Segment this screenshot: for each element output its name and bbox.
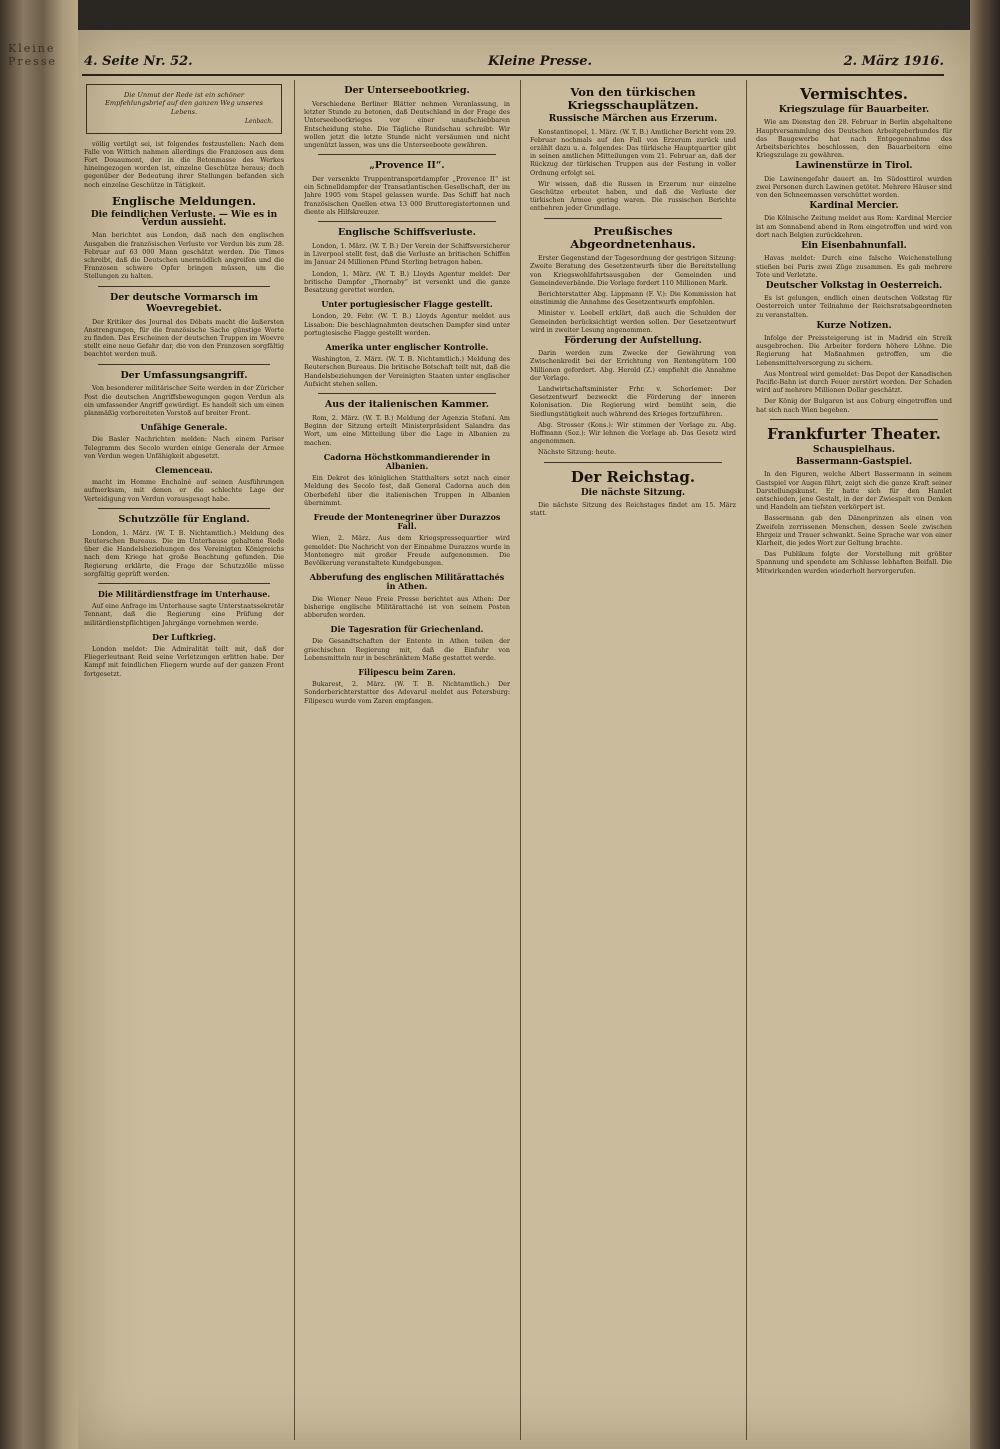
article-text: Rom, 2. März. (W. T. B.) Meldung der Agenzia Stefani. Am Beginn der Sitzung erteilt Ministerpräsident Salandra das Wort, um eine Mitteilung über die Lage in Albanien zu machen. xyxy=(304,413,510,447)
article-text: London, 1. März. (W. T. B.) Der Verein der Schiffsversicherer in Liverpool stellt fest, daß die Verluste an britischen Schiffen im Januar 24 Millionen Pfund Sterling betragen haben. xyxy=(304,242,510,267)
headline-generale: Unfähige Generale. xyxy=(140,422,228,433)
article-text: Infolge der Preissteigerung ist in Madrid ein Streik ausgebrochen. Die Arbeiter fordern höhere Löhne. Die Regierung hat Maßnahmen getroffen, um die Lebensmittelversorgung zu sichern. xyxy=(756,333,952,367)
headline-italienische-kammer: Aus der italienischen Kammer. xyxy=(324,399,490,411)
section-rule xyxy=(318,221,496,222)
quote-text: Die Unmut der Rede ist ein schöner Empfehlungsbrief auf den ganzen Weg unseres Lebens. xyxy=(105,91,263,116)
subheadline: Deutscher Volkstag in Oesterreich. xyxy=(765,280,943,291)
section-rule xyxy=(98,364,270,365)
headline-tagesration: Die Tagesration für Griechenland. xyxy=(330,624,484,635)
headline-luftkrieg: Der Luftkrieg. xyxy=(152,631,216,642)
headline-vermischtes: Vermischtes. xyxy=(800,85,908,103)
article-text: Ein Dekret des königlichen Statthalters setzt nach einer Meldung des Secolo fest, daß General Cadorna auch den Oberbefehl über die italienischen Truppen in Albanien übernimmt. xyxy=(304,474,510,507)
article-text: Erster Gegenstand der Tagesordnung der gestrigen Sitzung: Zweite Beratung des Gesetzentwurfs über die Bereitstellung von Kriegswohlfahrtsausgaben der Gemeinden und Gemeindeverbände. Die Vorlage fordert 110 Millionen Mark. xyxy=(530,254,736,287)
article-text: London, 1. März. (W. T. B. Nichtamtlich.) Meldung des Reuterschen Bureaus. Die im Unterhause gehaltene Rede über die Handelsbeziehungen des Vereinigten Königreichs nach dem Kriege hat große Beachtung gefunden. Die Regierung erklärte, die Frage der Schutzzölle müsse sorgfältig geprüft werden. xyxy=(84,528,284,578)
section-rule xyxy=(544,218,722,219)
header-rule xyxy=(82,74,944,76)
article-text: Minister v. Loebell erklärt, daß auch die Schulden der Gemeinden berücksichtigt werden sollen. Der Gesetzentwurf wird in zweiter Lesung angenommen. xyxy=(530,309,736,334)
quote-author: Lenbach. xyxy=(245,118,273,126)
headline-cadorna: Cadorna Höchstkommandierender in Albanien. xyxy=(323,451,491,471)
headline-militaerdienst: Die Militärdienstfrage im Unterhause. xyxy=(97,589,271,600)
subheadline: Die nächste Sitzung. xyxy=(580,487,686,498)
headline-umfassungsangriff: Der Umfassungsangriff. xyxy=(120,369,248,381)
headline-abgeordnetenhaus: Preußisches Abgeordnetenhaus. xyxy=(570,223,696,251)
article-text: Darin werden zum Zwecke der Gewährung von Zwischenkredit bei der Errichtung von Rentengütern 100 Millionen gefordert. Abg. Herold (Z.) empfiehlt die Annahme der Vorlage. xyxy=(530,349,736,382)
binding-label: Kleine Presse xyxy=(8,42,57,68)
headline-montenegro: Freude der Montenegriner über Durazzos Fall. xyxy=(313,511,501,532)
section-rule xyxy=(318,154,496,155)
subheadline: Kardinal Mercier. xyxy=(809,201,899,212)
section-rule xyxy=(770,419,938,420)
headline-vormarsch: Der deutsche Vormarsch im Woevregebiet. xyxy=(109,291,259,314)
article-text: völlig vertilgt sei, ist folgendes festzustellen: Nach dem Falle von Wittich nahmen allerdings die Franzosen aus dem Fort Douaumont, der in die Betonmasse des Werkes hineingezogen worden ist, einzelne Geschütze heraus; doch gegenüber der Bedeutung ihrer Stellungen befanden sich noch einzelne Geschütze in Tätigkeit. xyxy=(84,139,284,189)
page-number: 4. Seite Nr. 52. xyxy=(84,54,193,69)
headline-unterseebootkrieg: Der Unterseebootkrieg. xyxy=(344,85,470,96)
article-text: Die Kölnische Zeitung meldet aus Rom: Kardinal Mercier ist am Sonnabend abend in Rom eingetroffen und wird von dort nach Belgien zurückkehren. xyxy=(756,214,952,239)
subheadline: Kriegszulage für Bauarbeiter. xyxy=(778,105,930,116)
headline-reichstag: Der Reichstag. xyxy=(570,467,696,486)
article-text: Auf eine Anfrage im Unterhause sagte Unterstaatssekretär Tennant, daß die Regierung eine Prüfung der militärdienstpflichtigen Jahrgänge vornehmen werde. xyxy=(84,602,284,627)
article-text: Es ist gelungen, endlich einen deutschen Volkstag für Oesterreich unter Teilnahme der Reichsratsabgeordneten zu veranstalten. xyxy=(756,294,952,319)
article-text: Landwirtschaftsminister Frhr. v. Schorlemer: Der Gesetzentwurf bezweckt die Förderung der inneren Kolonisation. Die Regierung wird bemüht sein, die Siedlungstätigkeit auch während des Krieges fortzuführen. xyxy=(530,384,736,418)
article-text: Bukarest, 2. März. (W. T. B. Nichtamtlich.) Der Sonderberichterstatter des Adevarul meldet aus Petersburg: Filipescu wurde vom Zaren empfangen. xyxy=(304,680,510,705)
article-text: Verschiedene Berliner Blätter nehmen Veranlassung, in letzter Stunde zu betonen, daß Deutschland in der Frage des Unterseebootkrieges vor einer unaufschiebbaren Entscheidung stehe. Die Tägliche Rundschau schreibt: Wir wollen jetzt die letzte Stunde nicht versäumen und nicht ungenützt lassen, was uns die Unterseeboote gewähren. xyxy=(304,99,510,149)
article-text: Bassermann gab den Dänenprinzen als einen von Zweifeln zerrissenen Menschen, dessen Seele zwischen Ehrgeiz und Trauer schwankt. Seine Sprache war von einer Klarheit, die jedes Wort zur Geltung brachte. xyxy=(756,514,952,548)
article-text: Die Wiener Neue Freie Presse berichtet aus Athen: Der bisherige englische Militärattaché ist von seinem Posten abberufen worden. xyxy=(304,594,510,619)
article-text: London, 1. März. (W. T. B.) Lloyds Agentur meldet: Der britische Dampfer „Thornaby“ ist versenkt und die ganze Besatzung gerettet worden. xyxy=(304,269,510,295)
issue-date: 2. März 1916. xyxy=(843,54,944,69)
headline-provence: „Provence II“. xyxy=(369,160,445,172)
article-text: Man berichtet aus London, daß nach den englischen Ausgaben die französischen Verluste vor Verdun bis zum 28. Februar auf 63 000 Mann geschätzt werden. Die Times schreibt, daß die Deutschen unermüdlich angreifen und die Franzosen schwere Opfer bringen müssen, um die Stellungen zu halten. xyxy=(84,231,284,281)
column-divider xyxy=(520,80,521,1440)
article-text: Wie am Dienstag den 28. Februar in Berlin abgehaltene Hauptversammlung des Deutschen Arbeitgeberbundes für das Baugewerbe hat nach Entgegennahme des Arbeitsberichtes beschlossen, den Bauarbeitern eine Kriegszulage zu gewähren. xyxy=(756,118,952,160)
column-divider xyxy=(294,80,295,1440)
page-edge xyxy=(970,0,1000,1449)
column-2 xyxy=(304,80,510,1440)
subheadline: Bassermann-Gastspiel. xyxy=(795,457,912,468)
article-text: Konstantinopel, 1. März. (W. T. B.) Amtlicher Bericht vom 29. Februar nochmals auf den Fall von Erzerum zurück und erzählt dazu u. a. folgendes: Das türkische Hauptquartier gibt in seinen amtlichen Mitteilungen vom 21. Februar an, daß der Rückzug der türkischen Truppen aus der Festung in voller Ordnung erfolgt sei. xyxy=(530,127,736,177)
headline-clemenceau: Clemenceau. xyxy=(155,465,213,476)
article-text: Die Lawinengefahr dauert an. Im Südosttirol wurden zwei Personen durch Lawinen getötet. Mehrere Häuser sind von den Schneemassen verschüttet worden. xyxy=(756,174,952,200)
headline-militaerattaches: Abberufung des englischen Militärattachés in Athen. xyxy=(309,572,505,592)
article-text: London, 29. Febr. (W. T. B.) Lloyds Agentur meldet aus Lissabon: Die beschlagnahmten deutschen Dampfer sind unter portugiesische Flagge gestellt worden. xyxy=(304,312,510,337)
article-text: Havas meldet: Durch eine falsche Weichenstellung stießen bei Paris zwei Züge zusammen. Es gab mehrere Tote und Verletzte. xyxy=(756,254,952,279)
headline-amerika: Amerika unter englischer Kontrolle. xyxy=(325,342,489,353)
article-text: Berichterstatter Abg. Lippmann (F. V.): Die Kommission hat einstimmig die Annahme des Gesetzentwurfs empfohlen. xyxy=(530,289,736,307)
headline-schiffsverluste: Englische Schiffsverluste. xyxy=(338,227,476,239)
headline-schutzzoelle: Schutzzölle für England. xyxy=(118,513,250,525)
article-text: Der Kritiker des Journal des Débats macht die äußersten Anstrengungen, für die französische Sache günstige Worte zu finden. Das Erscheinen der deutschen Truppen im Woevre stellt eine neue Gefahr dar, die von den Franzosen sorgfältig beachtet werden muß. xyxy=(84,317,284,359)
article-text: Washington, 2. März. (W. T. B. Nichtamtlich.) Meldung des Reuterschen Bureaus. Die britische Botschaft teilt mit, daß die Handelsbeziehungen der Vereinigten Staaten unter englischer Aufsicht stehen sollen. xyxy=(304,355,510,388)
column-3 xyxy=(530,80,736,1440)
quote-box xyxy=(86,84,282,134)
subheadline: Lawinenstürze in Tirol. xyxy=(795,161,913,172)
article-text: Der König der Bulgaren ist aus Coburg eingetroffen und hat sich nach Wien begeben. xyxy=(756,397,952,414)
page-header xyxy=(78,54,970,76)
book-binding xyxy=(0,0,78,1449)
headline-filipescu: Filipescu beim Zaren. xyxy=(358,666,456,677)
article-text: Die Gesandtschaften der Entente in Athen teilen der griechischen Regierung mit, daß die Einfuhr von Lebensmitteln nur in beschränktem Maße gestattet werde. xyxy=(304,637,510,662)
section-rule xyxy=(98,583,270,584)
article-text: Aus Montreal wird gemeldet: Das Depot der Kanadischen Pacific-Bahn ist durch Feuer zerstört worden. Der Schaden wird auf mehrere Millionen Dollar geschätzt. xyxy=(756,369,952,395)
article-text: Nächste Sitzung: heute. xyxy=(538,448,617,457)
subheadline: Die feindlichen Verluste. — Wie es in Verdun aussieht. xyxy=(90,210,278,229)
article-text: Das Publikum folgte der Vorstellung mit größter Spannung und spendete am Schlusse lebhaften Beifall. Die Mitwirkenden wurden wiederholt hervorgerufen. xyxy=(756,550,952,575)
article-text: Die Basler Nachrichten melden: Nach einem Pariser Telegramm des Secolo wurden einige Generale der Armee von Verdun wegen Unfähigkeit abgesetzt. xyxy=(84,435,284,460)
article-text: In den Figuren, welche Albert Bassermann in seinem Gastspiel vor Augen führt, zeigt sich die ganze Kraft seiner Darstellungskunst. Er hatte sich für den Hamlet entschieden, jene Gestalt, in der der Zwiespalt von Denken und Handeln am tiefsten verkörpert ist. xyxy=(756,470,952,512)
newspaper-page xyxy=(78,30,970,1449)
section-rule xyxy=(98,508,270,509)
masthead-title: Kleine Presse. xyxy=(488,54,593,69)
article-text: Wien, 2. März. Aus dem Kriegspressequartier wird gemeldet: Die Nachricht von der Einnahme Durazzos wurde in Montenegro mit großer Freude aufgenommen. Die Bevölkerung veranstaltete Kundgebungen. xyxy=(304,534,510,567)
column-1 xyxy=(84,80,284,1440)
article-text: Von besonderer militärischer Seite werden in der Züricher Post die deutschen Angriffsbewegungen gegen Verdun als ein umfassender Angriff gewürdigt. Es handelt sich um einen planmäßig vorbereiteten Vorstoß auf breiter Front. xyxy=(84,384,284,418)
subheadline: Förderung der Aufstellung. xyxy=(564,335,702,346)
subheadline: Russische Märchen aus Erzerum. xyxy=(548,114,718,125)
article-text: Der versenkte Truppentransportdampfer „Provence II“ ist ein Schnelldampfer der Transatlantischen Gesellschaft, der im Jahre 1905 vom Stapel gelassen wurde. Das Schiff hat nach französischen Quellen etwa 13 000 Bruttoregistertonnen und diente als Hilfskreuzer. xyxy=(304,175,510,216)
subheadline: Schauspielhaus. xyxy=(813,445,895,455)
article-text: macht im Homme Enchaîné auf seinen Ausführungen aufmerksam, mit denen er die schlechte Lage der Verteidigung von Verdun vorausgesagt habe. xyxy=(84,478,284,503)
column-4 xyxy=(756,80,952,1440)
headline-kriegsschauplaetze: Von den türkischen Kriegsschauplätzen. xyxy=(567,85,699,113)
article-text: Wir wissen, daß die Russen in Erzerum nur einzelne Geschütze erbeutet haben, und daß die Verluste der türkischen Armee gering waren. Die russischen Berichte entbehren jeder Grundlage. xyxy=(530,179,736,213)
subheadline: Kurze Notizen. xyxy=(816,320,892,331)
article-text: Abg. Strosser (Kons.): Wir stimmen der Vorlage zu. Abg. Hoffmann (Soz.): Wir lehnen die Vorlage ab. Das Gesetz wird angenommen. xyxy=(530,420,736,446)
headline-portugiesisch: Unter portugiesischer Flagge gestellt. xyxy=(321,299,493,310)
section-rule xyxy=(318,393,496,394)
section-rule xyxy=(98,286,270,287)
article-text: Die nächste Sitzung des Reichstages findet am 15. März statt. xyxy=(530,501,736,518)
headline-theater: Frankfurter Theater. xyxy=(767,424,941,443)
article-text: London meldet: Die Admiralität teilt mit, daß der Fliegerleutnant Reid seine Verletzungen erlitten habe. Der Kampf mit feindlichen Fliegern wurde auf der ganzen Front fortgesetzt. xyxy=(84,645,284,678)
column-divider xyxy=(746,80,747,1440)
subheadline: Ein Eisenbahnunfall. xyxy=(801,241,907,252)
section-rule xyxy=(544,462,722,463)
headline-englische-meldungen: Englische Meldungen. xyxy=(112,193,256,208)
